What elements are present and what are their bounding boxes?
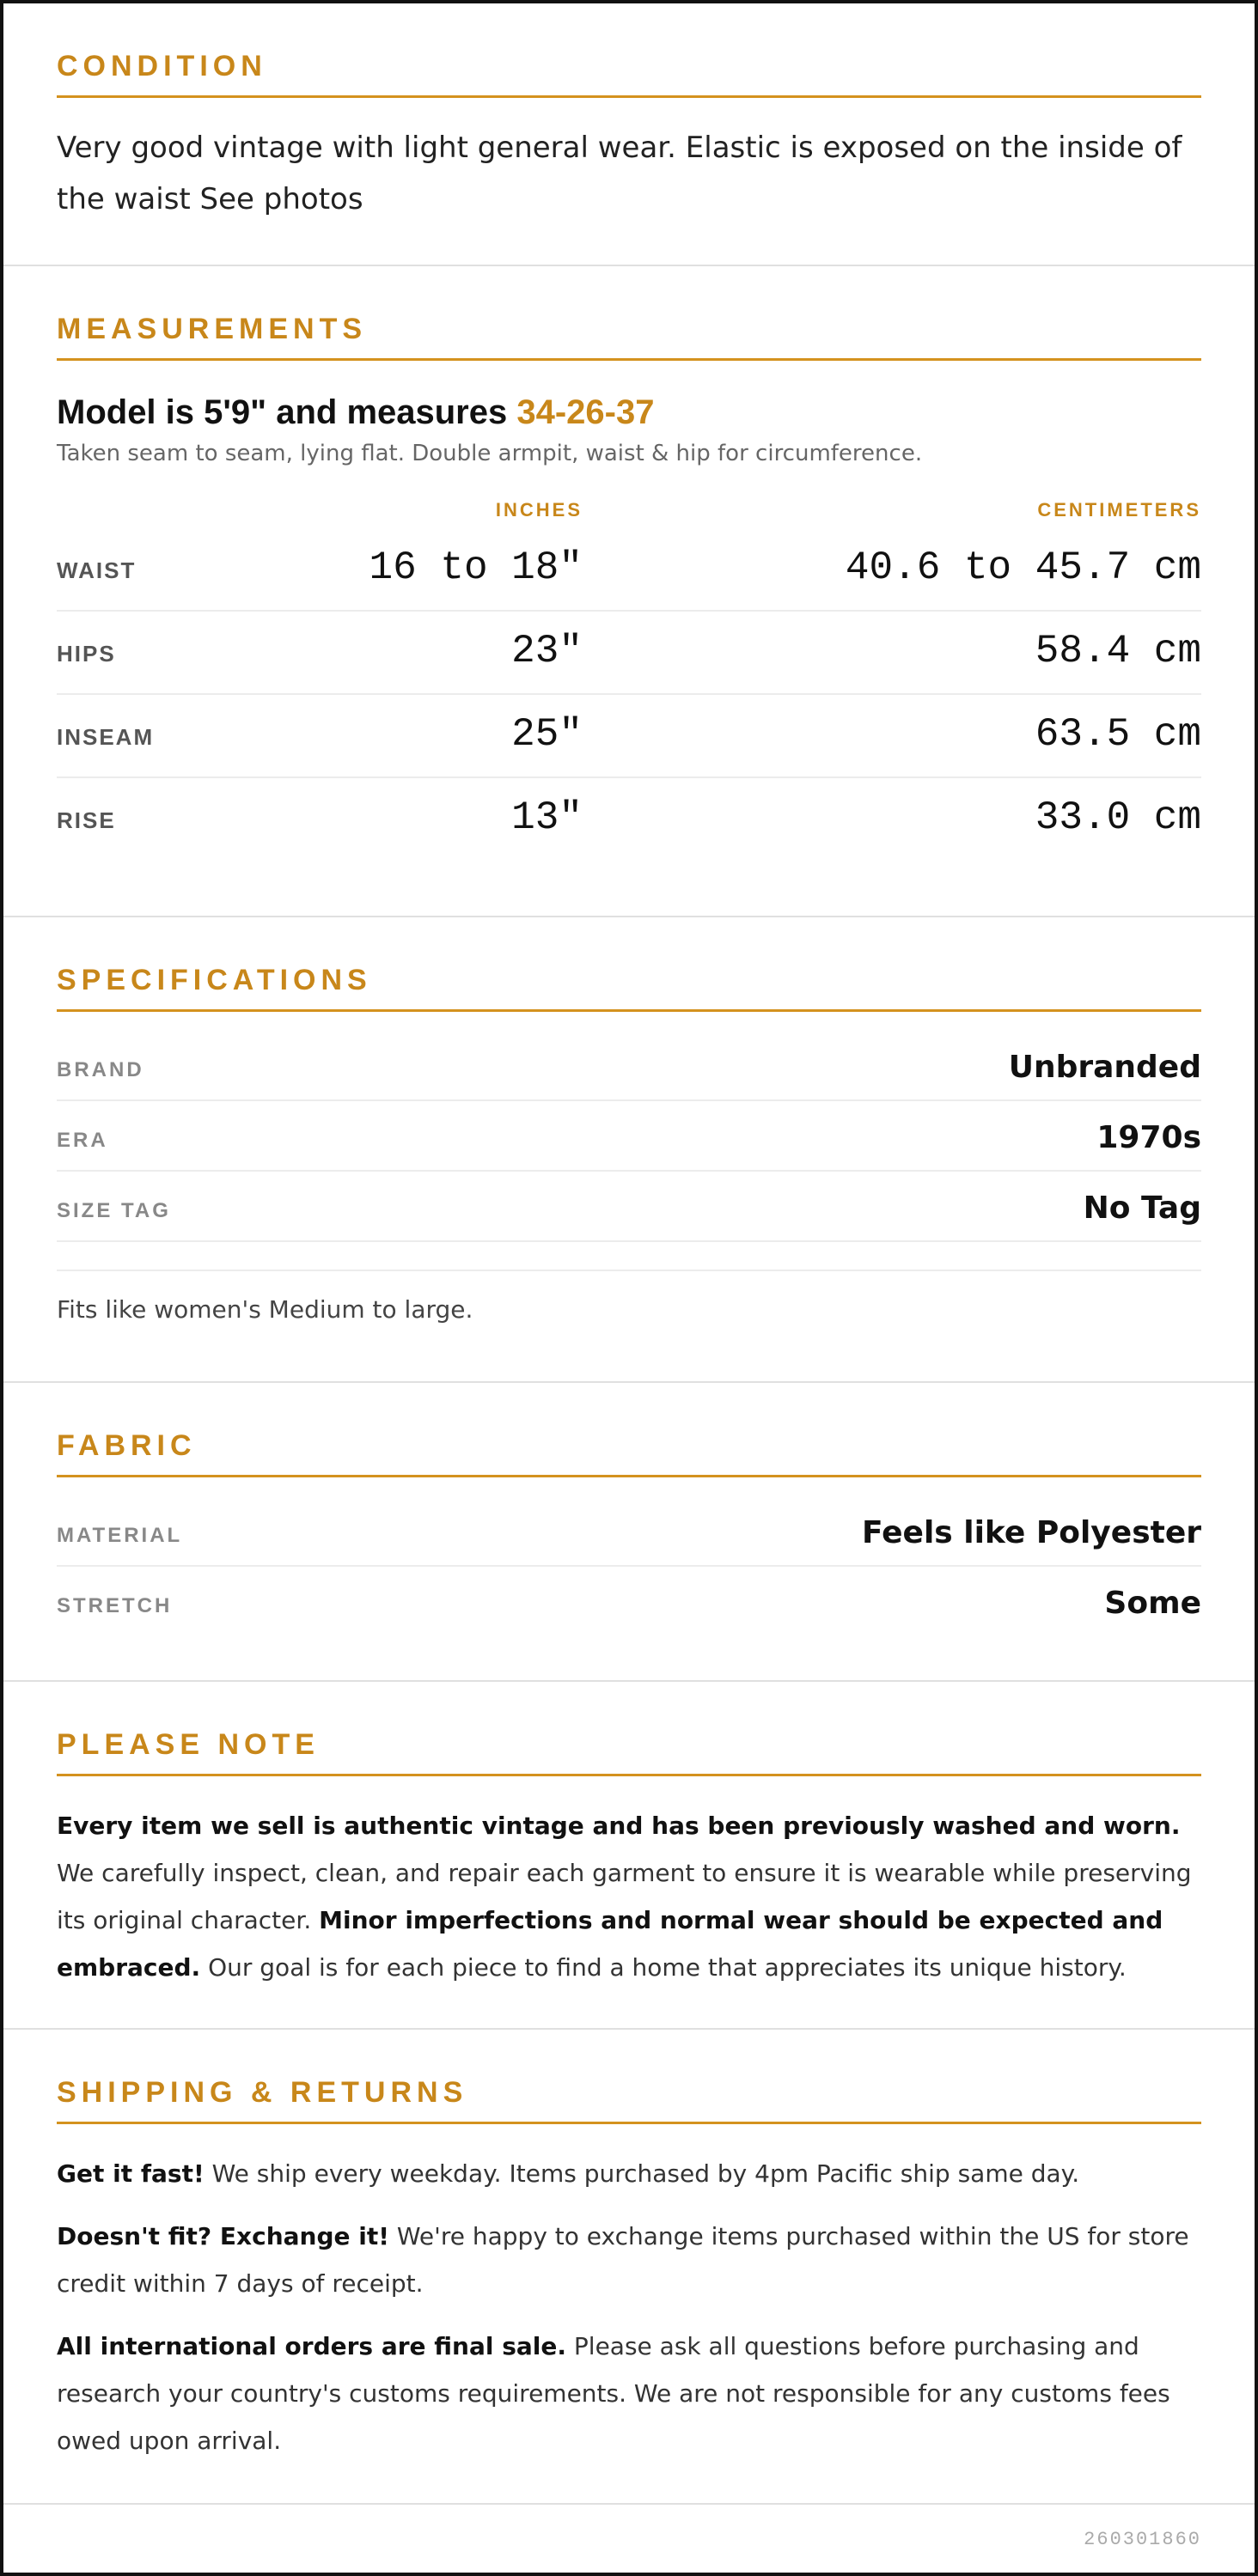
condition-heading: CONDITION	[57, 50, 1201, 98]
shipping-text: Please ask all questions before purchasing and research your country's customs requirements. We are not responsible for any customs fees owed upon arrival.	[57, 2332, 1170, 2455]
measurement-inches: 16 to 18"	[369, 545, 583, 590]
note-bold-1: Every item we sell is authentic vintage and has been previously washed and worn.	[57, 1812, 1181, 1840]
measurement-cm: 63.5 cm	[1035, 712, 1201, 757]
spec-value: Unbranded	[1008, 1050, 1201, 1085]
fabric-row-material	[57, 1496, 1201, 1567]
fabric-label: STRETCH	[57, 1594, 173, 1617]
sku-number: 260301860	[1084, 2529, 1201, 2550]
fabric-value: Some	[1104, 1586, 1201, 1621]
measurements-table	[57, 528, 1201, 862]
footer	[3, 2505, 1255, 2573]
fabric-heading: FABRIC	[57, 1429, 1201, 1477]
measurement-row	[57, 695, 1201, 778]
measurements-subtitle: Taken seam to seam, lying flat. Double armpit, waist & hip for circumference.	[57, 441, 923, 466]
fabric-section	[3, 1383, 1255, 1682]
please-note-heading: PLEASE NOTE	[57, 1728, 1201, 1776]
fabric-row-stretch	[57, 1567, 1201, 1637]
measurement-label: INSEAM	[57, 724, 155, 750]
please-note-section	[3, 1682, 1255, 2030]
fabric-label: MATERIAL	[57, 1524, 183, 1547]
shipping-bold: All international orders are final sale.	[57, 2332, 567, 2360]
model-measurements	[57, 393, 1201, 432]
measurements-section	[3, 266, 1255, 917]
shipping-text: We're happy to exchange items purchased within the US for store credit within 7 days of receipt.	[57, 2222, 1189, 2298]
spec-value: No Tag	[1083, 1191, 1201, 1226]
measurements-column-headers	[57, 487, 1201, 528]
shipping-heading: SHIPPING & RETURNS	[57, 2076, 1201, 2124]
note-text-2: Our goal is for each piece to find a home that appreciates its unique history.	[200, 1953, 1127, 1982]
spec-row-era	[57, 1101, 1201, 1172]
measurement-cm: 58.4 cm	[1035, 629, 1201, 673]
shipping-paragraph-international	[57, 2323, 1201, 2464]
inches-column-header: INCHES	[495, 499, 583, 521]
measurement-inches: 13"	[511, 795, 583, 840]
measurement-cm: 40.6 to 45.7 cm	[845, 545, 1201, 590]
note-bold-2: Minor imperfections and normal wear should be expected and embraced.	[57, 1906, 1163, 1982]
spec-label: ERA	[57, 1129, 108, 1152]
spec-row-size-tag	[57, 1172, 1201, 1242]
note-text-1: We carefully inspect, clean, and repair each garment to ensure it is wearable while preserving its original character.	[57, 1859, 1192, 1934]
spec-value: 1970s	[1096, 1120, 1201, 1155]
fabric-value: Feels like Polyester	[861, 1515, 1201, 1550]
measurement-cm: 33.0 cm	[1035, 795, 1201, 840]
shipping-bold: Doesn't fit? Exchange it!	[57, 2222, 389, 2250]
fit-note: Fits like women's Medium to large.	[57, 1270, 1201, 1324]
measurement-row	[57, 528, 1201, 612]
measurements-heading: MEASUREMENTS	[57, 313, 1201, 361]
measurement-inches: 23"	[511, 629, 583, 673]
measurement-label: HIPS	[57, 641, 116, 667]
model-prefix: Model is 5'9" and measures	[57, 393, 517, 431]
measurement-label: WAIST	[57, 557, 137, 583]
condition-text: Very good vintage with light general wear. Elastic is exposed on the inside of the waist See photos	[57, 131, 1182, 216]
spec-label: SIZE TAG	[57, 1199, 171, 1222]
please-note-text	[57, 1802, 1201, 1991]
specifications-section	[3, 917, 1255, 1383]
measurement-inches: 25"	[511, 712, 583, 757]
shipping-paragraph-exchange	[57, 2213, 1201, 2307]
shipping-paragraph-fast	[57, 2150, 1201, 2197]
specifications-heading: SPECIFICATIONS	[57, 964, 1201, 1012]
condition-section	[3, 3, 1255, 266]
spec-row-brand	[57, 1031, 1201, 1101]
measurement-row	[57, 612, 1201, 695]
shipping-text: We ship every weekday. Items purchased by 4pm Pacific ship same day.	[204, 2159, 1080, 2188]
measurement-label: RISE	[57, 807, 116, 833]
measurement-row	[57, 778, 1201, 862]
shipping-bold: Get it fast!	[57, 2159, 205, 2188]
centimeters-column-header: CENTIMETERS	[1037, 499, 1201, 521]
specifications-list	[57, 1031, 1201, 1242]
shipping-returns-section	[3, 2030, 1255, 2505]
model-measure-value: 34-26-37	[516, 393, 655, 431]
fabric-list	[57, 1496, 1201, 1637]
spec-label: BRAND	[57, 1058, 144, 1081]
